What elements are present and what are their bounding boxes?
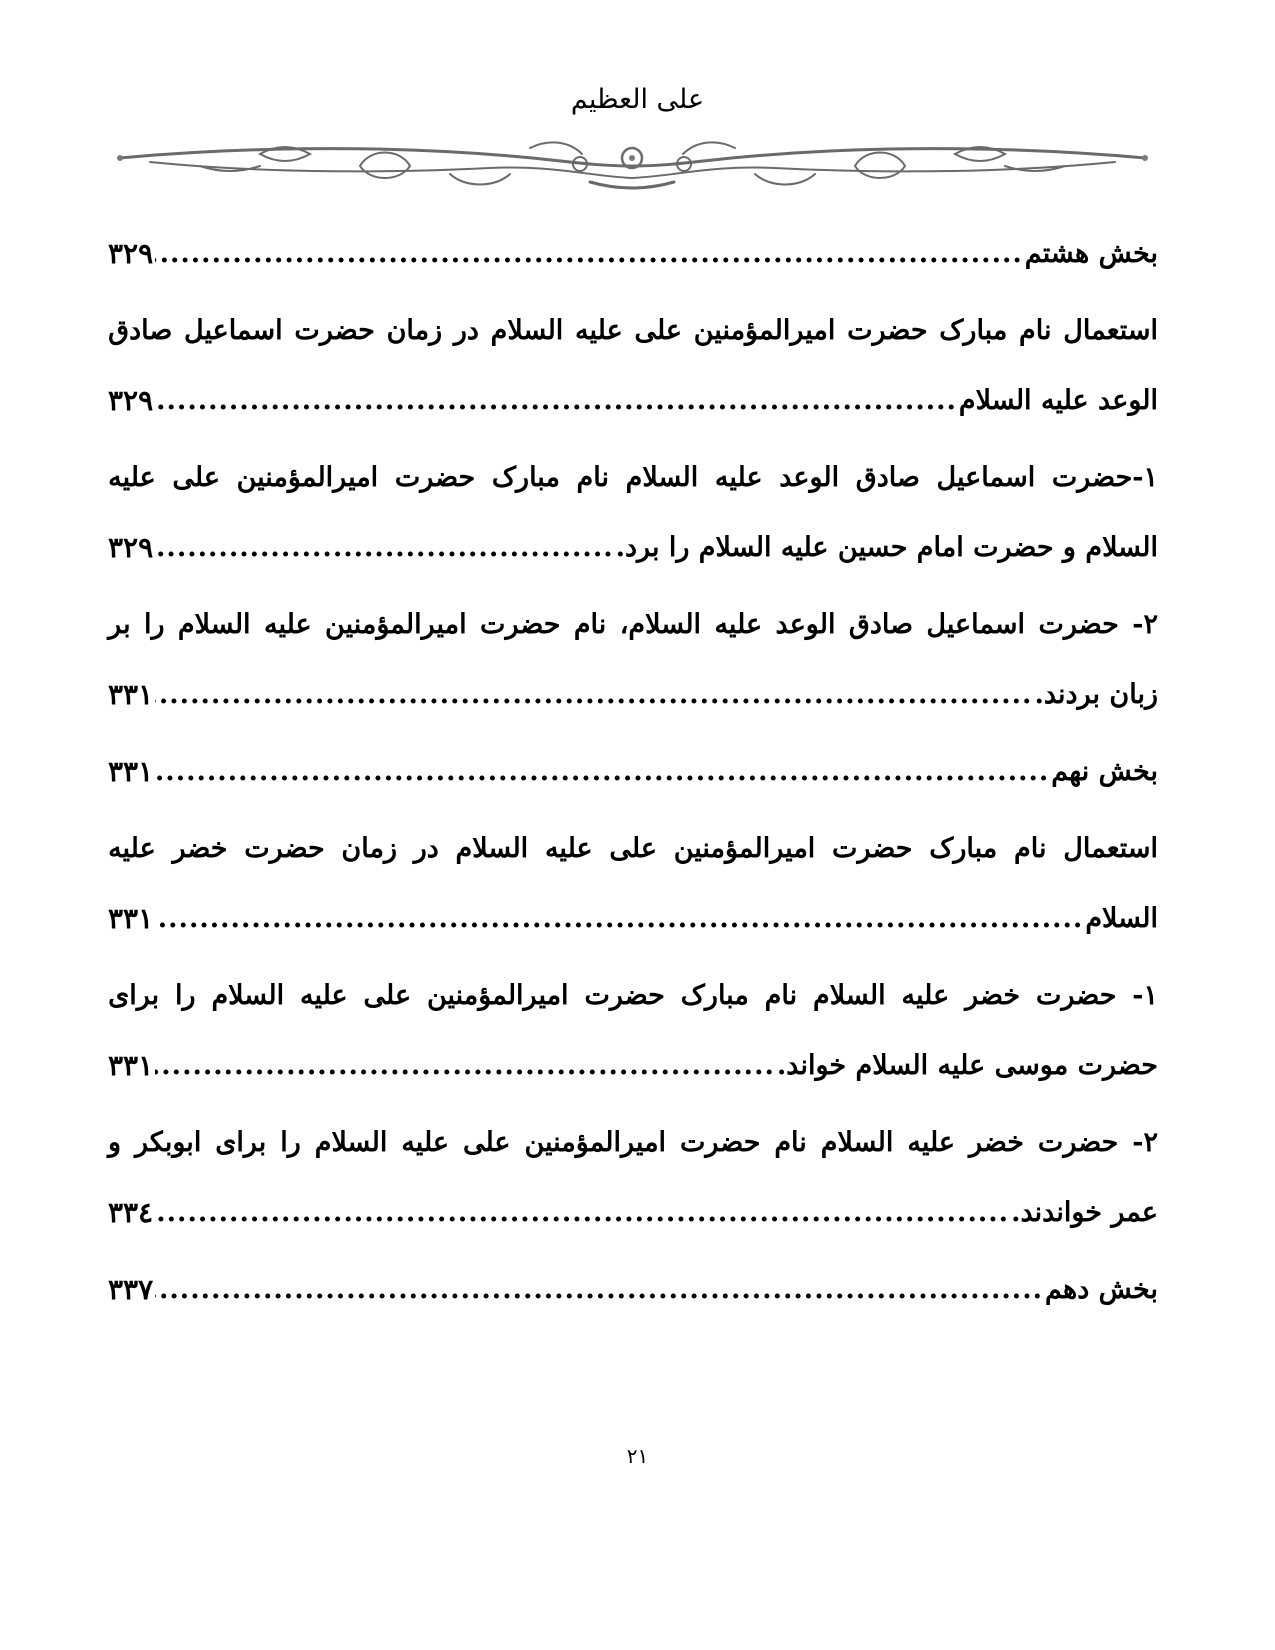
toc-page-number: ۳۳۷ <box>108 1272 154 1306</box>
toc-word: حضرت <box>1035 979 1117 1011</box>
toc-word: صادق <box>108 314 173 346</box>
dot-leader <box>155 1050 775 1081</box>
toc-word: علیه <box>575 314 623 346</box>
toc-word: نام <box>576 461 609 493</box>
toc-page-number: ۳۲۹ <box>108 236 154 270</box>
toc-word: و <box>108 1126 122 1158</box>
toc-page-number: ۳۳٤ <box>108 1195 154 1229</box>
toc-entry[interactable] <box>108 512 1158 582</box>
toc-word: خضر <box>968 1126 1024 1158</box>
toc-word: را <box>280 1126 301 1158</box>
toc-word: حضرت <box>847 314 928 346</box>
toc-entry-title <box>108 462 1158 493</box>
dot-leader <box>155 1197 1009 1228</box>
toc-entry-line[interactable] <box>108 960 1158 1030</box>
toc-word: مبارک <box>680 979 749 1011</box>
toc-word: علی <box>462 1126 511 1158</box>
toc-word: حضرت <box>394 461 476 493</box>
toc-word: امیرالمؤمنین <box>673 832 816 864</box>
toc-entry-title: الوعد علیه السلام <box>958 384 1158 416</box>
dot-leader <box>155 385 957 416</box>
toc-page-number: ۳۲۹ <box>108 383 154 417</box>
toc-word: نام <box>764 979 798 1011</box>
toc-word: نام <box>573 608 607 640</box>
toc-word: برای <box>215 1126 267 1158</box>
toc-entry[interactable] <box>108 1030 1158 1100</box>
toc-word: السلام <box>455 832 529 864</box>
toc-word: الوعد <box>775 608 836 640</box>
toc-word: ۲- <box>1132 608 1158 640</box>
toc-word: امیرالمؤمنین <box>325 608 467 640</box>
toc-word: را <box>143 608 165 640</box>
toc-word: السلام، <box>619 608 702 640</box>
toc-page-number: ۳۳۱ <box>108 754 154 788</box>
toc-word: علیه <box>901 979 950 1011</box>
toc-word: السلام <box>625 461 699 493</box>
toc-entry-title: بخش نهم <box>1051 755 1158 787</box>
toc-entry[interactable] <box>108 1254 1158 1324</box>
toc-word: علیه <box>108 832 156 864</box>
toc-entry[interactable] <box>108 659 1158 729</box>
toc-word: علیه <box>108 461 156 493</box>
toc-word: خضر <box>172 832 228 864</box>
toc-word: نام <box>1019 314 1052 346</box>
toc-entry[interactable] <box>108 736 1158 806</box>
toc-entry-title <box>108 609 1158 640</box>
running-title: علی العظیم <box>570 84 705 115</box>
toc-word: السلام <box>211 979 285 1011</box>
toc-word: امیرالمؤمنین <box>426 979 569 1011</box>
toc-word: صادق <box>855 461 920 493</box>
dot-leader <box>155 238 1023 269</box>
toc-entry-title: بخش هشتم <box>1024 237 1158 269</box>
toc-entry[interactable] <box>108 365 1158 435</box>
toc-word: بر <box>108 608 131 640</box>
toc-page-number: ۳۲۹ <box>108 530 154 564</box>
toc-word: مبارک <box>929 832 998 864</box>
toc-word: نام <box>774 1126 807 1158</box>
toc-entry-title <box>108 980 1158 1011</box>
toc-entry[interactable] <box>108 1177 1158 1247</box>
toc-entry-line[interactable] <box>108 295 1158 365</box>
toc-word: نام <box>1014 832 1047 864</box>
toc-word: ۱- <box>1132 979 1158 1011</box>
toc-word: امیرالمؤمنین <box>693 314 836 346</box>
toc-word: حضرت <box>244 832 325 864</box>
toc-word: خضر <box>965 979 1021 1011</box>
toc-word: صادق <box>848 608 913 640</box>
toc-word: اسماعیل <box>926 608 1026 640</box>
toc-word: علیه <box>299 979 348 1011</box>
toc-word: علیه <box>714 608 763 640</box>
toc-word: حضرت <box>832 832 913 864</box>
toc-entry-title: السلام و حضرت امام حسین علیه السلام را برد. <box>615 531 1158 563</box>
toc-word: حضرت <box>584 979 665 1011</box>
toc-word: السلام <box>813 979 886 1011</box>
toc-word: حضرت <box>480 608 561 640</box>
toc-word: برای <box>108 979 160 1011</box>
toc-page-number: ۳۳۱ <box>108 1048 154 1082</box>
toc-entry[interactable] <box>108 883 1158 953</box>
toc-word: السلام <box>177 608 251 640</box>
dot-leader <box>155 679 1032 710</box>
toc-word: حضرت <box>294 314 375 346</box>
toc-word: در <box>453 314 479 346</box>
toc-word: السلام <box>490 314 564 346</box>
dot-leader <box>155 1274 1043 1305</box>
toc-page-number: ۳۳۱ <box>108 901 154 935</box>
toc-word: اسماعیل <box>184 314 283 346</box>
toc-word: السلام <box>314 1126 388 1158</box>
toc-entry-title: عمر خواندند. <box>1011 1196 1158 1228</box>
toc-entry-title <box>108 315 1158 346</box>
toc-word: علی <box>634 314 683 346</box>
dot-leader <box>155 756 1049 787</box>
toc-page-number: ۳۳۱ <box>108 677 154 711</box>
toc-word: ۲- <box>1132 1126 1158 1158</box>
toc-entry-title: حضرت موسی علیه السلام خواند. <box>776 1049 1158 1081</box>
toc-entry-title: السلام <box>1085 902 1158 934</box>
decorative-divider-ornament <box>110 134 1155 196</box>
toc-word: زمان <box>386 314 443 346</box>
toc-word: امیرالمؤمنین <box>524 1126 667 1158</box>
toc-word: زمان <box>341 832 397 864</box>
toc-word: اسماعیل <box>936 461 1036 493</box>
toc-word: علیه <box>263 608 312 640</box>
toc-word: الوعد <box>779 461 840 493</box>
toc-word: مبارک <box>491 461 560 493</box>
toc-word: علی <box>363 979 412 1011</box>
toc-word: السلام <box>820 1126 894 1158</box>
toc-word: را <box>175 979 196 1011</box>
toc-word: علی <box>609 832 657 864</box>
toc-entry-title: بخش دهم <box>1045 1273 1158 1305</box>
toc-entry-line[interactable] <box>108 589 1158 659</box>
page-number: ۲۱ <box>626 1444 649 1468</box>
toc-word: علی <box>172 461 220 493</box>
toc-word: علیه <box>401 1126 449 1158</box>
toc-word: علیه <box>907 1126 956 1158</box>
toc-word: استعمال <box>1063 832 1158 864</box>
toc-word: مبارک <box>939 314 1008 346</box>
toc-entry-title: زبان بردند. <box>1034 678 1158 710</box>
toc-word: علیه <box>544 832 593 864</box>
toc-word: علیه <box>714 461 763 493</box>
toc-word: در <box>413 832 439 864</box>
table-of-contents <box>108 218 1158 1324</box>
dot-leader <box>155 532 614 563</box>
dot-leader <box>155 903 1083 934</box>
toc-entry-line[interactable] <box>108 442 1158 512</box>
toc-entry-line[interactable] <box>108 813 1158 883</box>
toc-entry-title <box>108 833 1158 864</box>
toc-word: حضرت <box>1037 1126 1119 1158</box>
toc-word: ابوبکر <box>135 1126 202 1158</box>
toc-word: ۱-حضرت <box>1051 461 1158 493</box>
toc-word: حضرت <box>1038 608 1119 640</box>
toc-word: امیرالمؤمنین <box>236 461 379 493</box>
toc-entry-title <box>108 1127 1158 1158</box>
toc-entry[interactable] <box>108 218 1158 288</box>
toc-entry-line[interactable] <box>108 1107 1158 1177</box>
toc-word: استعمال <box>1063 314 1158 346</box>
toc-word: حضرت <box>679 1126 761 1158</box>
